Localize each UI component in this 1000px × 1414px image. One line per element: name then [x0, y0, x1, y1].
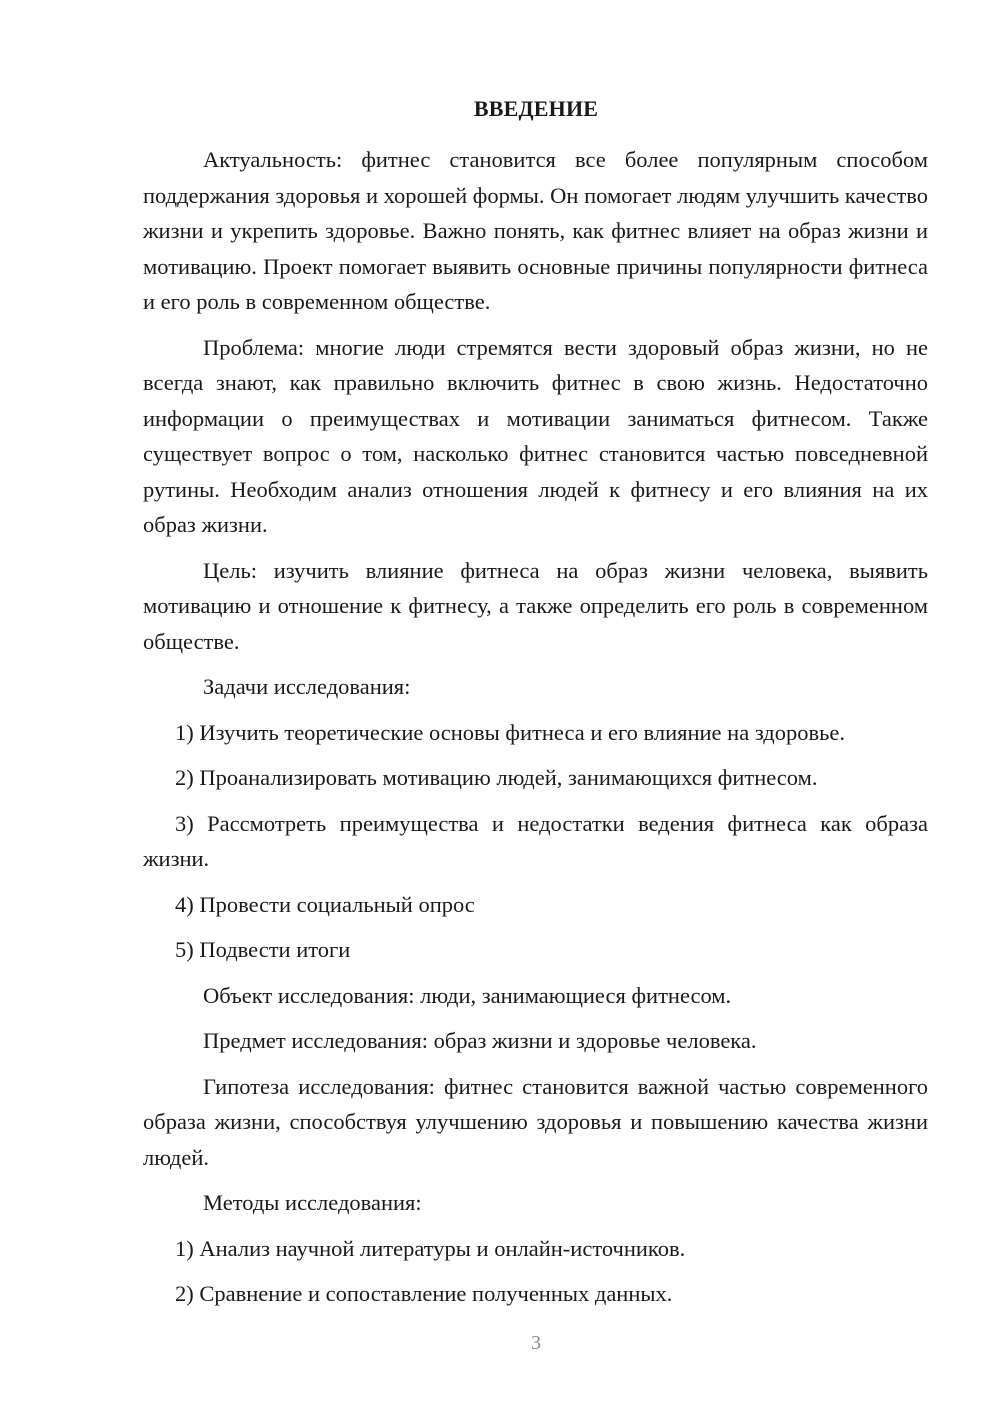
- task-item: 2) Проанализировать мотивацию людей, занимающихся фитнесом.: [175, 765, 818, 790]
- paragraph-relevance: Актуальность: фитнес становится все более популярным способом поддержания здоровья и хорошей формы. Он помогает людям улучшить качество жизни и укрепить здоровье. Важно понять, как фитнес влияет на образ жизни и мотивацию. Проект помогает выявить основные причины популярности фитнеса и его роль в современном обществе.: [143, 147, 928, 314]
- page-number: 3: [531, 1332, 541, 1354]
- paragraph-hypothesis: Гипотеза исследования: фитнес становится важной частью современного образа жизни, способствуя улучшению здоровья и повышению качества жизни людей.: [143, 1073, 928, 1170]
- tasks-heading: Задачи исследования:: [203, 674, 411, 699]
- task-item: 3) Рассмотреть преимущества и недостатки ведения фитнеса как образа жизни.: [143, 810, 928, 871]
- method-item: 1) Анализ научной литературы и онлайн-источников.: [175, 1235, 686, 1261]
- task-item: 1) Изучить теоретические основы фитнеса и его влияние на здоровье.: [175, 719, 846, 745]
- paragraph-subject: Предмет исследования: образ жизни и здоровье человека.: [203, 1028, 757, 1053]
- page-title: ВВЕДЕНИЕ: [473, 96, 599, 121]
- paragraph-goal: Цель: изучить влияние фитнеса на образ жизни человека, выявить мотивацию и отношение к фитнесу, а также определить его роль в современном обществе.: [143, 557, 928, 654]
- method-item: 2) Сравнение и сопоставление полученных данных.: [175, 1281, 673, 1306]
- task-item: 4) Провести социальный опрос: [175, 891, 475, 917]
- paragraph-problem: Проблема: многие люди стремятся вести здоровый образ жизни, но не всегда знают, как правильно включить фитнес в свою жизнь. Недостаточно информации о преимуществах и мотивации заниматься фитнесом. Также существует вопрос о том, насколько фитнес становится частью повседневной рутины. Необходим анализ отношения людей к фитнесу и его влияния на их образ жизни.: [143, 334, 928, 537]
- paragraph-object: Объект исследования: люди, занимающиеся фитнесом.: [203, 982, 732, 1008]
- methods-heading: Методы исследования:: [203, 1190, 422, 1215]
- task-item: 5) Подвести итоги: [175, 937, 351, 962]
- document-body: [143, 142, 928, 1322]
